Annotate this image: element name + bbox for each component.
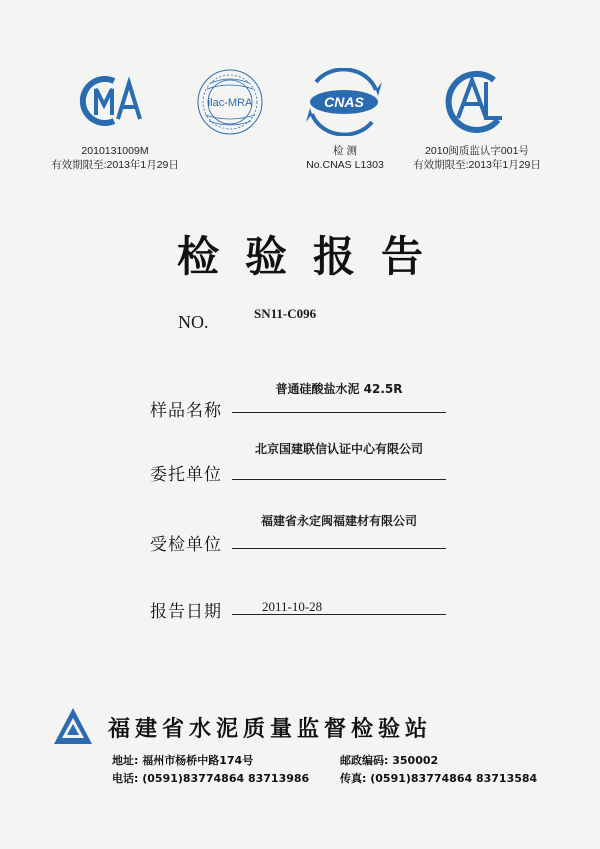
report-title: 检验报告 [176, 232, 449, 281]
client-underline [232, 462, 446, 480]
cal-cert-info [402, 144, 552, 172]
sample-name-value: 普通硅酸盐水泥 42.5R [275, 382, 403, 396]
report-date-label: 报告日期 [150, 602, 222, 622]
sample-name-underline [232, 398, 446, 413]
client-label: 委托单位 [150, 465, 222, 485]
report-date-underline [232, 600, 446, 615]
cnas-cert-info [290, 144, 400, 172]
station-name: 福建省水泥质量监督检验站 [108, 717, 433, 742]
cnas-logo-icon [302, 68, 386, 136]
report-date-value: 2011-10-28 [262, 599, 323, 614]
cma-number: 2010131009M [81, 145, 149, 157]
cal-validity: 有效期限至:2013年1月29日 [413, 159, 541, 171]
cma-validity: 有效期限至:2013年1月29日 [51, 159, 179, 171]
station-telephone: 电话: (0591)83774864 83713986 [112, 772, 310, 785]
inspected-unit-value: 福建省永定闽福建材有限公司 [260, 514, 417, 528]
station-logo-icon [52, 706, 94, 746]
report-number-label: NO. [178, 312, 209, 332]
station-fax: 传真: (0591)83774864 83713584 [340, 772, 538, 785]
ilac-mra-logo-icon [193, 67, 267, 137]
cma-logo-icon [74, 75, 150, 127]
cal-number: 2010闽质监认字001号 [425, 145, 529, 157]
cma-cert-info [40, 144, 190, 172]
station-postcode: 邮政编码: 350002 [340, 754, 439, 767]
ilac-logo-text: ilac-MRA [207, 97, 253, 109]
cnas-logo-text: CNAS [324, 94, 364, 110]
cal-logo-icon [440, 68, 510, 136]
cnas-type: 检 测 [333, 145, 357, 157]
inspected-unit-label: 受检单位 [150, 535, 222, 555]
report-number-value: SN11-C096 [254, 306, 317, 321]
inspected-unit-underline [232, 532, 446, 549]
station-address: 地址: 福州市杨桥中路174号 [112, 754, 254, 767]
client-value: 北京国建联信认证中心有限公司 [254, 442, 423, 456]
cnas-number: No.CNAS L1303 [306, 159, 384, 171]
sample-name-label: 样品名称 [150, 401, 222, 421]
